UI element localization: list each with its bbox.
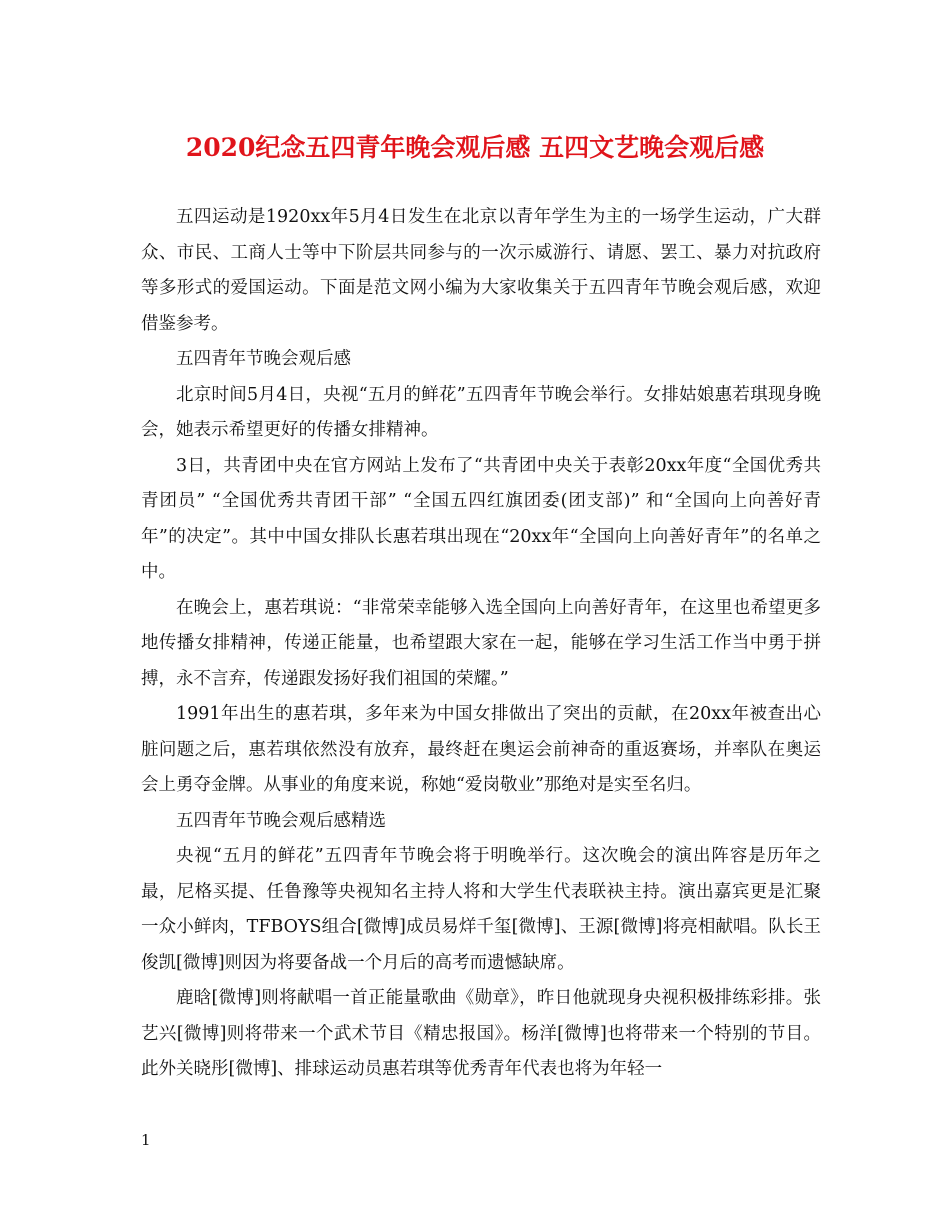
paragraph: 鹿晗[微博]则将献唱一首正能量歌曲《勋章》，昨日他就现身央视积极排练彩排。张艺兴[微博]则将带来一个武术节目《精忠报国》。杨洋[微博]也将带来一个特别的节目。此外关晓彤[微博]、排球运动员惠若琪等优秀青年代表也将为年轻一 bbox=[141, 988, 821, 1079]
page-title: 2020纪念五四青年晚会观后感 五四文艺晚会观后感 bbox=[185, 133, 765, 162]
section-heading-1: 五四青年节晚会观后感 bbox=[176, 349, 351, 369]
paragraph: 1991年出生的惠若琪，多年来为中国女排做出了突出的贡献，在20xx年被查出心脏问题之后，惠若琪依然没有放弃，最终赶在奥运会前神奇的重返赛场，并率队在奥运会上勇夺金牌。从事业的角度来说，称她“爱岗敬业”那绝对是实至名归。 bbox=[141, 704, 821, 795]
section-heading-2: 五四青年节晚会观后感精选 bbox=[176, 810, 386, 831]
paragraph-intro: 五四运动是1920xx年5月4日发生在北京以青年学生为主的一场学生运动，广大群众、市民、工商人士等中下阶层共同参与的一次示威游行、请愿、罢工、暴力对抗政府等多形式的爱国运动。下面是范文网小编为大家收集关于五四青年节晚会观后感，欢迎借鉴参考。 bbox=[141, 207, 821, 334]
page-number: 1 bbox=[141, 1131, 151, 1149]
paragraph: 3日，共青团中央在官方网站上发布了“共青团中央关于表彰20xx年度“全国优秀共青团员” “全国优秀共青团干部” “全国五四红旗团委(团支部)” 和“全国向上向善好青年”的决定”。其中中国女排队长惠若琪出现在“20xx年“全国向上向善好青年”的名单之中。 bbox=[141, 455, 821, 582]
document-body bbox=[141, 200, 821, 1088]
paragraph: 在晚会上，惠若琪说：“非常荣幸能够入选全国向上向善好青年，在这里也希望更多地传播女排精神，传递正能量，也希望跟大家在一起，能够在学习生活工作当中勇于拼搏，永不言弃，传递跟发扬好我们祖国的荣耀。” bbox=[141, 597, 821, 689]
paragraph: 央视“五月的鲜花”五四青年节晚会将于明晚举行。这次晚会的演出阵容是历年之最，尼格买提、任鲁豫等央视知名主持人将和大学生代表联袂主持。演出嘉宾更是汇聚一众小鲜肉，TFBOYS组合[微博]成员易烊千玺[微博]、王源[微博]将亮相献唱。队长王俊凯[微博]则因为将要备战一个月后的高考而遗憾缺席。 bbox=[141, 846, 821, 973]
paragraph: 北京时间5月4日，央视“五月的鲜花”五四青年节晚会举行。女排姑娘惠若琪现身晚会，她表示希望更好的传播女排精神。 bbox=[141, 384, 821, 440]
